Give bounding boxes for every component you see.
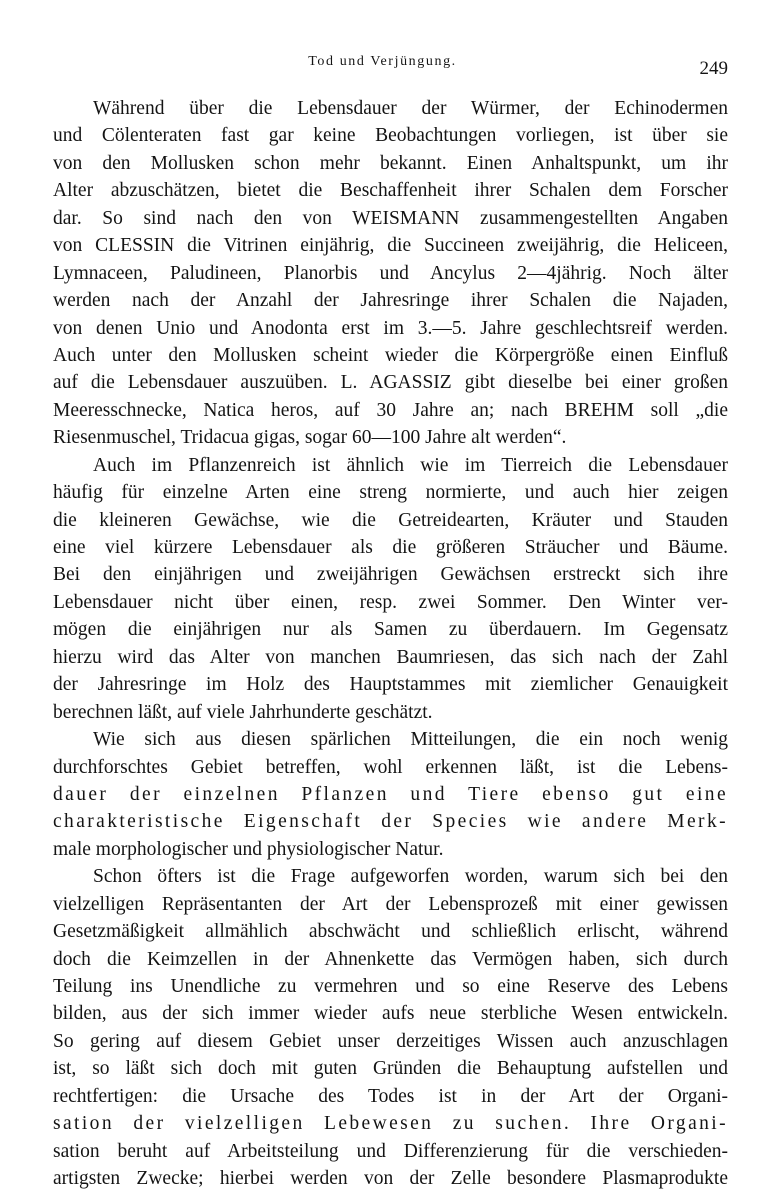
text-line: der Jahresringe im Holz des Hauptstammes mit ziemlicher Genauigkeit (53, 674, 728, 696)
text-line: Wie sich aus diesen spärlichen Mitteilungen, die ein noch wenig (93, 729, 728, 751)
text-line: male morphologischer und physiologischer Natur. (53, 838, 444, 860)
text-line: ist, so läßt sich doch mit guten Gründen die Behauptung aufstellen und (53, 1058, 728, 1080)
page-header (0, 50, 765, 78)
text-line: hierzu wird das Alter von manchen Baumriesen, das sich nach der Zahl (53, 646, 728, 668)
text-line: bilden, aus der sich immer wieder aufs neue sterbliche Wesen entwickeln. (53, 1003, 728, 1025)
text-line: dar. So sind nach den von WEISMANN zusammengestellten Angaben (53, 207, 728, 229)
text-line: eine viel kürzere Lebensdauer als die größeren Sträucher und Bäume. (53, 537, 728, 558)
text-line: artigsten Zwecke; hierbei werden von der Zelle besondere Plasmaprodukte (53, 1168, 728, 1190)
text-line: Alter abzuschätzen, bietet die Beschaffenheit ihrer Schalen dem Forscher (53, 180, 728, 202)
text-line: charakteristische Eigenschaft der Species wie andere Merk- (53, 811, 728, 833)
text-line: die kleineren Gewächse, wie die Getreidearten, Kräuter und Stauden (53, 509, 728, 531)
text-line: mögen die einjährigen nur als Samen zu überdauern. Im Gegensatz (53, 619, 728, 641)
text-line: und Cölenteraten fast gar keine Beobachtungen vorliegen, ist über sie (53, 125, 728, 147)
text-line: Gesetzmäßigkeit allmählich abschwächt und schließlich erlischt, während (53, 921, 728, 943)
body-text (53, 95, 728, 1193)
text-line: Meeresschnecke, Natica heros, auf 30 Jahre an; nach BREHM soll „die (53, 399, 728, 421)
text-line: dauer der einzelnen Pflanzen und Tiere ebenso gut eine (53, 783, 728, 805)
text-line: von CLESSIN die Vitrinen einjährig, die Succineen zweijährig, die Heliceen, (53, 235, 728, 257)
text-line: Auch unter den Mollusken scheint wieder die Körpergröße einen Einfluß (53, 344, 728, 366)
text-line: So gering auf diesem Gebiet unser derzeitiges Wissen auch anzuschlagen (53, 1030, 728, 1052)
text-line: Lymnaceen, Paludineen, Planorbis und Ancylus 2—4jährig. Noch älter (53, 262, 728, 284)
text-line: sation der vielzelligen Lebewesen zu suchen. Ihre Organi- (53, 1113, 728, 1135)
page-number: 249 (699, 58, 728, 79)
text-line: berechnen läßt, auf viele Jahrhunderte geschätzt. (53, 701, 433, 723)
text-line: vielzelligen Repräsentanten der Art der Lebensprozeß mit einer gewissen (53, 893, 728, 915)
running-title: Tod und Verjüngung. (308, 54, 457, 69)
text-line: Schon öfters ist die Frage aufgeworfen worden, warum sich bei den (93, 866, 728, 888)
text-line: Bei den einjährigen und zweijährigen Gewächsen erstreckt sich ihre (53, 564, 728, 586)
text-line: rechtfertigen: die Ursache des Todes ist in der Art der Organi- (53, 1085, 728, 1107)
text-line: häufig für einzelne Arten eine streng normierte, und auch hier zeigen (53, 482, 728, 504)
text-line: sation beruht auf Arbeitsteilung und Differenzierung für die verschieden- (53, 1140, 728, 1162)
text-line: durchforschtes Gebiet betreffen, wohl erkennen läßt, ist die Lebens- (53, 756, 728, 778)
text-line: von denen Unio und Anodonta erst im 3.—5. Jahre geschlechtsreif werden. (53, 317, 728, 339)
text-line: Auch im Pflanzenreich ist ähnlich wie im Tierreich die Lebensdauer (93, 454, 728, 476)
text-line: doch die Keimzellen in der Ahnenkette das Vermögen haben, sich durch (53, 948, 728, 970)
text-line: Während über die Lebensdauer der Würmer, der Echinodermen (93, 98, 728, 119)
text-line: Lebensdauer nicht über einen, resp. zwei Sommer. Den Winter ver- (53, 591, 728, 613)
text-line: Teilung ins Unendliche zu vermehren und so eine Reserve des Lebens (53, 976, 728, 997)
text-line: auf die Lebensdauer auszuüben. L. AGASSIZ gibt dieselbe bei einer großen (53, 372, 728, 394)
text-line: Riesenmuschel, Tridacua gigas, sogar 60—100 Jahre alt werden“. (53, 427, 567, 449)
text-line: von den Mollusken schon mehr bekannt. Einen Anhaltspunkt, um ihr (53, 152, 728, 174)
text-line: werden nach der Anzahl der Jahresringe ihrer Schalen die Najaden, (53, 290, 728, 312)
